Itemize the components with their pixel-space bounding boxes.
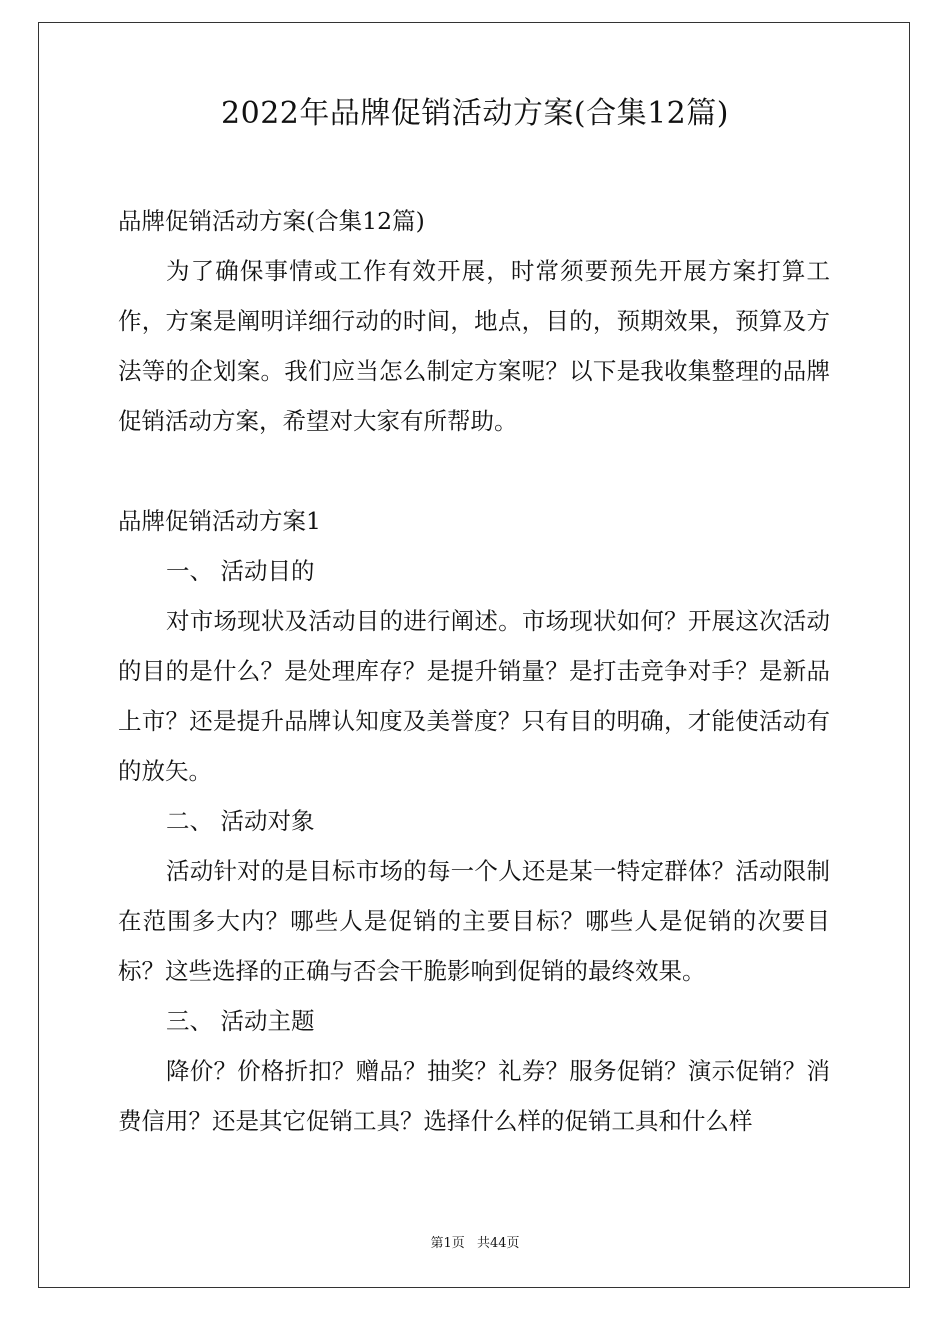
document-title: 2022年品牌促销活动方案(合集12篇) (221, 96, 729, 131)
page-footer (0, 1232, 950, 1251)
page-total: 共44页 (476, 1236, 520, 1251)
paragraph-activity-theme: 降价？价格折扣？赠品？抽奖？礼券？服务促销？演示促销？消费信用？还是其它促销工具？选择什么样的促销工具和什么样 (118, 1057, 830, 1135)
heading-activity-theme: 三、 活动主题 (166, 1007, 315, 1035)
page-number: 第1页 (430, 1236, 465, 1251)
heading-activity-purpose: 一、 活动目的 (166, 557, 315, 585)
paragraph-activity-purpose: 对市场现状及活动目的进行阐述。市场现状如何？开展这次活动的目的是什么？是处理库存？是提升销量？是打击竞争对手？是新品上市？还是提升品牌认知度及美誉度？只有目的明确，才能使活动有的放矢。 (118, 607, 830, 785)
heading-activity-target: 二、 活动对象 (166, 807, 315, 835)
paragraph-activity-target: 活动针对的是目标市场的每一个人还是某一特定群体？活动限制在范围多大内？哪些人是促销的主要目标？哪些人是促销的次要目标？这些选择的正确与否会干脆影响到促销的最终效果。 (118, 857, 830, 985)
document-subtitle: 品牌促销活动方案(合集12篇) (118, 207, 425, 235)
section-title: 品牌促销活动方案1 (118, 507, 321, 535)
intro-paragraph: 为了确保事情或工作有效开展，时常须要预先开展方案打算工作，方案是阐明详细行动的时间，地点，目的，预期效果，预算及方法等的企划案。我们应当怎么制定方案呢？以下是我收集整理的品牌促销活动方案，希望对大家有所帮助。 (118, 257, 830, 435)
document-body (118, 196, 830, 1146)
paragraph-gap (118, 446, 830, 496)
